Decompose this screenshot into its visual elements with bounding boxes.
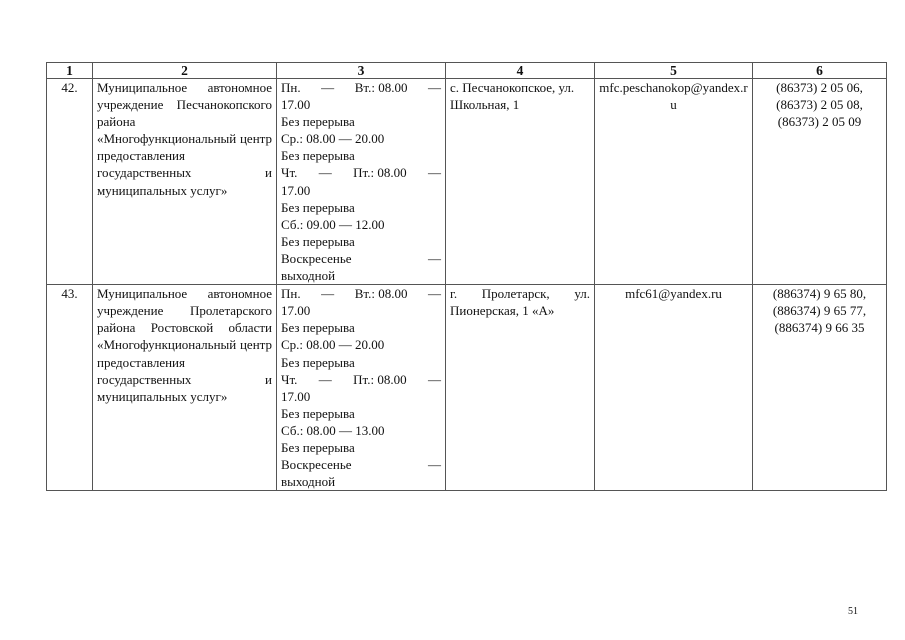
schedule-sun: Воскресенье —: [281, 457, 441, 473]
header-row: [47, 63, 887, 79]
phone-line: (886374) 9 66 35: [774, 320, 865, 336]
schedule-mon-tue: Пн. — Вт.: 08.00 —: [281, 80, 441, 95]
schedule-sun: Воскресенье —: [281, 250, 441, 266]
schedule-break: Без перерыва: [281, 148, 355, 164]
schedule-sun-status: выходной: [281, 268, 336, 284]
page-number: 51: [848, 606, 858, 617]
schedule-sat: Сб.: 08.00 — 13.00: [281, 422, 385, 438]
schedule-break: Без перерыва: [281, 320, 355, 336]
schedule-mon-tue-end: 17.00: [281, 303, 311, 319]
schedule-break: Без перерыва: [281, 114, 355, 130]
schedule-thu-fri: Чт. — Пт.: 08.00 —: [281, 165, 441, 181]
address: с. Песчанокопское, ул. Школьная, 1: [446, 79, 595, 285]
phones: [753, 79, 887, 285]
schedule-sun-status: выходной: [281, 474, 336, 490]
schedule-break: Без перерыва: [281, 405, 355, 421]
schedule-thu-fri-end: 17.00: [281, 388, 311, 404]
schedule-wed: Ср.: 08.00 — 20.00: [281, 131, 385, 147]
row-number: 43.: [47, 285, 93, 491]
row-number: 42.: [47, 79, 93, 285]
phone-line: (886374) 9 65 77,: [772, 303, 867, 319]
column-header: 6: [753, 63, 887, 79]
table-row: [47, 285, 887, 491]
institution-name: Муниципальное автономное учреждение Песчанокопского района «Многофункциональный центр предоставления государственных и муниципальных услуг»: [93, 79, 277, 285]
email: mfc61@yandex.ru: [595, 285, 753, 491]
phone-line: (86373) 2 05 06,: [776, 80, 863, 95]
mfc-table: [46, 62, 887, 491]
schedule-break: Без перерыва: [281, 439, 355, 455]
column-header: 1: [47, 63, 93, 79]
phones: [753, 285, 887, 491]
schedule-mon-tue-end: 17.00: [281, 97, 311, 113]
column-header: 4: [446, 63, 595, 79]
schedule-wed: Ср.: 08.00 — 20.00: [281, 337, 385, 353]
phone-line: (886374) 9 65 80,: [772, 286, 867, 302]
schedule-cell: [277, 285, 446, 491]
schedule-break: Без перерыва: [281, 199, 355, 215]
phone-line: (86373) 2 05 08,: [776, 97, 863, 113]
schedule-cell: [277, 79, 446, 285]
table-row: [47, 79, 887, 285]
address: г. Пролетарск, ул. Пионерская, 1 «А»: [446, 285, 595, 491]
schedule-thu-fri: Чт. — Пт.: 08.00 —: [281, 371, 441, 387]
email: mfc.peschanokop@yandex.ru: [595, 79, 753, 285]
schedule-break: Без перерыва: [281, 233, 355, 249]
schedule-thu-fri-end: 17.00: [281, 182, 311, 198]
schedule-mon-tue: Пн. — Вт.: 08.00 —: [281, 286, 441, 302]
schedule-break: Без перерыва: [281, 354, 355, 370]
institution-name: Муниципальное автономное учреждение Пролетарского района Ростовской области «Многофункциональный центр предоставления государственных и муниципальных услуг»: [93, 285, 277, 491]
column-header: 2: [93, 63, 277, 79]
column-header: 5: [595, 63, 753, 79]
column-header: 3: [277, 63, 446, 79]
phone-line: (86373) 2 05 09: [777, 114, 862, 130]
schedule-sat: Сб.: 09.00 — 12.00: [281, 216, 385, 232]
